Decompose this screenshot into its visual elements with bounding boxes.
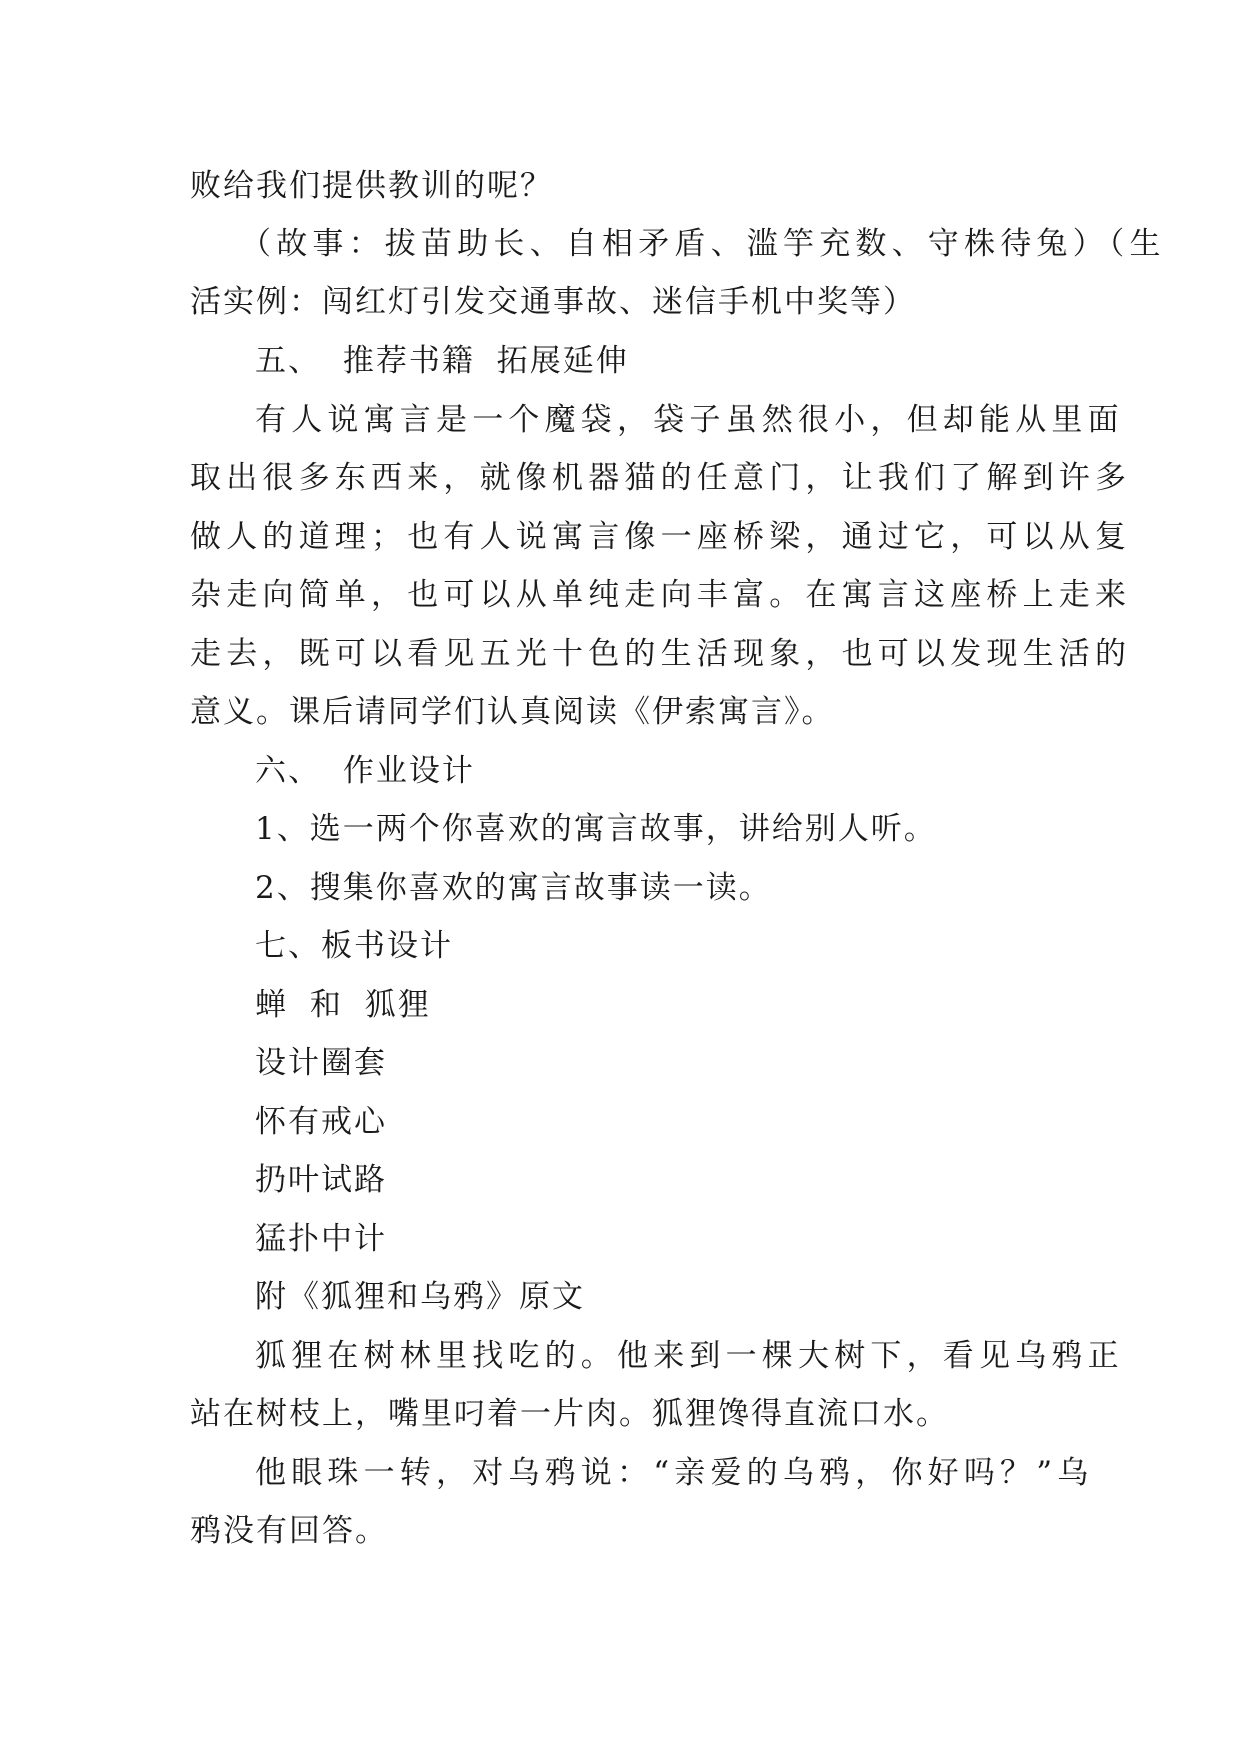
text-line: 他眼珠一转，对乌鸦说：“亲爱的乌鸦，你好吗？”乌 bbox=[255, 1455, 1094, 1491]
board-item: 怀有戒心 bbox=[255, 1104, 387, 1140]
text-line: 杂走向简单，也可以从单纯走向丰富。在寓言这座桥上走来 bbox=[190, 577, 1132, 613]
text-line: 站在树枝上，嘴里叼着一片肉。狐狸馋得直流口水。 bbox=[190, 1396, 949, 1432]
text-line: 1、选一两个你喜欢的寓言故事，讲给别人听。 bbox=[255, 811, 937, 847]
text-line: 狐狸在树林里找吃的。他来到一棵大树下，看见乌鸦正 bbox=[255, 1338, 1124, 1374]
text-line: 有人说寓言是一个魔袋，袋子虽然很小，但却能从里面 bbox=[255, 402, 1124, 438]
text-line: 意义。课后请同学们认真阅读《伊索寓言》。 bbox=[190, 694, 835, 730]
appendix-heading: 附《狐狸和乌鸦》原文 bbox=[255, 1279, 585, 1315]
section-heading: 五、 推荐书籍 拓展延伸 bbox=[255, 343, 629, 379]
text-line: 活实例：闯红灯引发交通事故、迷信手机中奖等） bbox=[190, 284, 916, 320]
text-line: 走去，既可以看见五光十色的生活现象，也可以发现生活的 bbox=[190, 636, 1132, 672]
board-title: 蝉 和 狐狸 bbox=[255, 987, 431, 1023]
text-line: 取出很多东西来，就像机器猫的任意门，让我们了解到许多 bbox=[190, 460, 1132, 496]
text-line: （故事：拔苗助长、自相矛盾、滥竽充数、守株待兔）（生 bbox=[240, 226, 1166, 262]
section-heading: 七、板书设计 bbox=[255, 928, 453, 964]
text-line: 做人的道理；也有人说寓言像一座桥梁，通过它，可以从复 bbox=[190, 519, 1132, 555]
text-line: 2、搜集你喜欢的寓言故事读一读。 bbox=[255, 870, 772, 906]
section-heading: 六、 作业设计 bbox=[255, 753, 475, 789]
board-item: 扔叶试路 bbox=[255, 1162, 387, 1198]
board-item: 设计圈套 bbox=[255, 1045, 387, 1081]
text-line: 鸦没有回答。 bbox=[190, 1513, 388, 1549]
board-item: 猛扑中计 bbox=[255, 1221, 387, 1257]
text-line: 败给我们提供教训的呢？ bbox=[190, 168, 553, 204]
